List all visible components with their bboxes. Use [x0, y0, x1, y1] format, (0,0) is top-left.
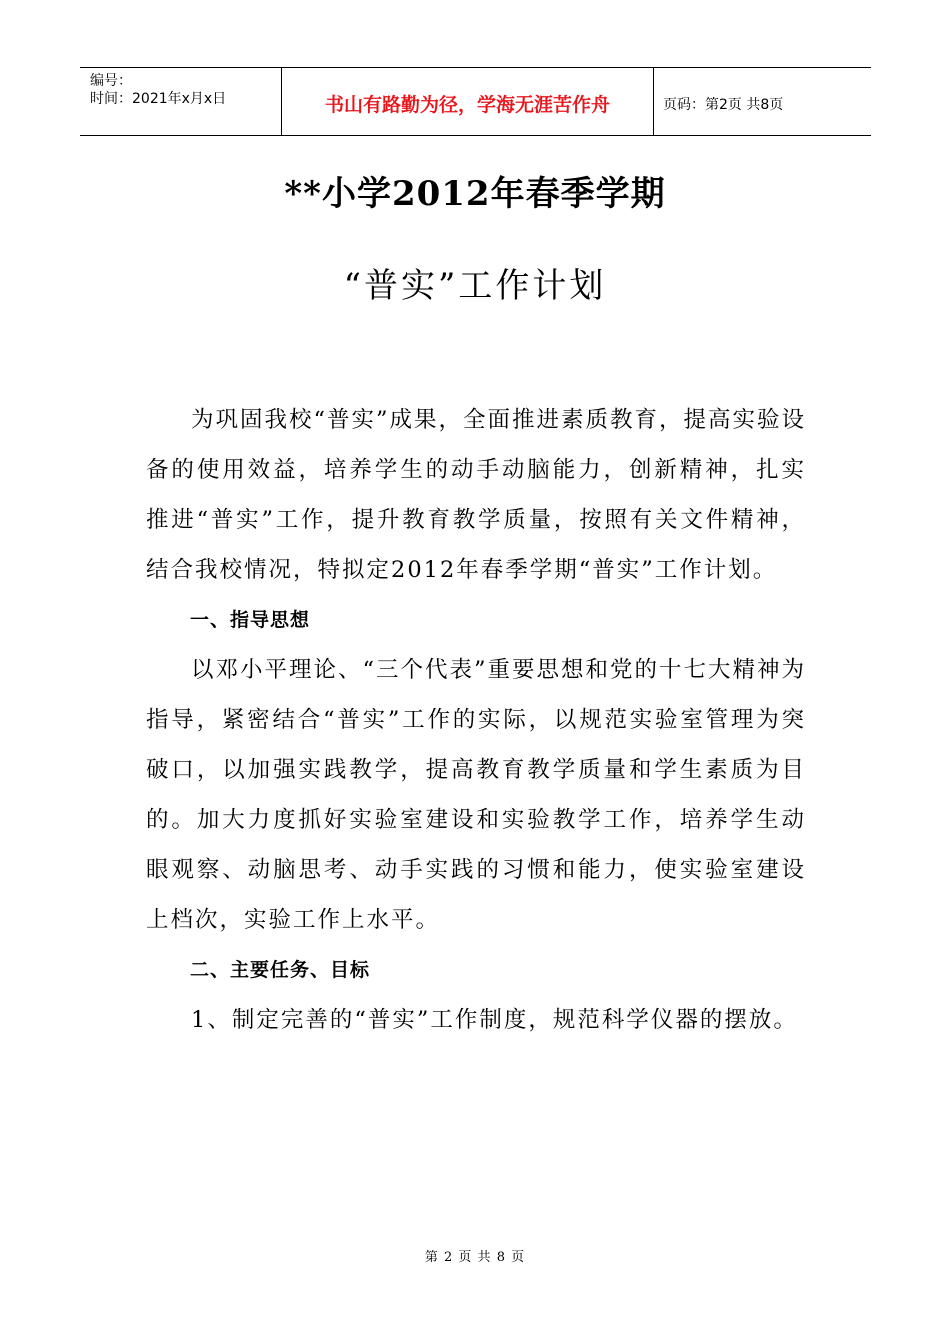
- section2-item1: 1、制定完善的“普实”工作制度，规范科学仪器的摆放。: [191, 1007, 798, 1033]
- header-time-label: 时间：2021年x月x日: [90, 91, 227, 107]
- page-footer: 第 2 页 共 8 页: [424, 1250, 526, 1265]
- header-motto: 书山有路勤为径，学海无涯苦作舟: [324, 94, 610, 116]
- document-body: [146, 395, 806, 1045]
- header-page-cell: [654, 68, 871, 135]
- header-number-label: 编号：: [90, 73, 132, 89]
- intro-paragraph: 为巩固我校“普实”成果，全面推进素质教育，提高实验设备的使用效益，培养学生的动手动脑能力，创新精神，扎实推进“普实”工作，提升教育教学质量，按照有关文件精神，结合我校情况，特拟定2012年春季学期“普实”工作计划。: [146, 407, 807, 583]
- document-title-line2: “普实”工作计划: [343, 266, 607, 306]
- header-page-label: 页码：第2页 共8页: [663, 96, 784, 113]
- section1-paragraph: 以邓小平理论、“三个代表”重要思想和党的十七大精神为指导，紧密结合“普实”工作的实际，以规范实验室管理为突破口，以加强实践教学，提高教育教学质量和学生素质为目的。加大力度抓好实验室建设和实验教学工作，培养学生动眼观察、动脑思考、动手实践的习惯和能力，使实验室建设上档次，实验工作上水平。: [146, 657, 807, 933]
- header-meta-cell: [80, 68, 282, 135]
- header-motto-cell: [282, 68, 654, 135]
- section1-heading: 一、指导思想: [190, 609, 311, 631]
- section2-heading: 二、主要任务、目标: [190, 959, 371, 981]
- document-header: [80, 67, 871, 136]
- document-title-line1: **小学2012年春季学期: [284, 174, 666, 214]
